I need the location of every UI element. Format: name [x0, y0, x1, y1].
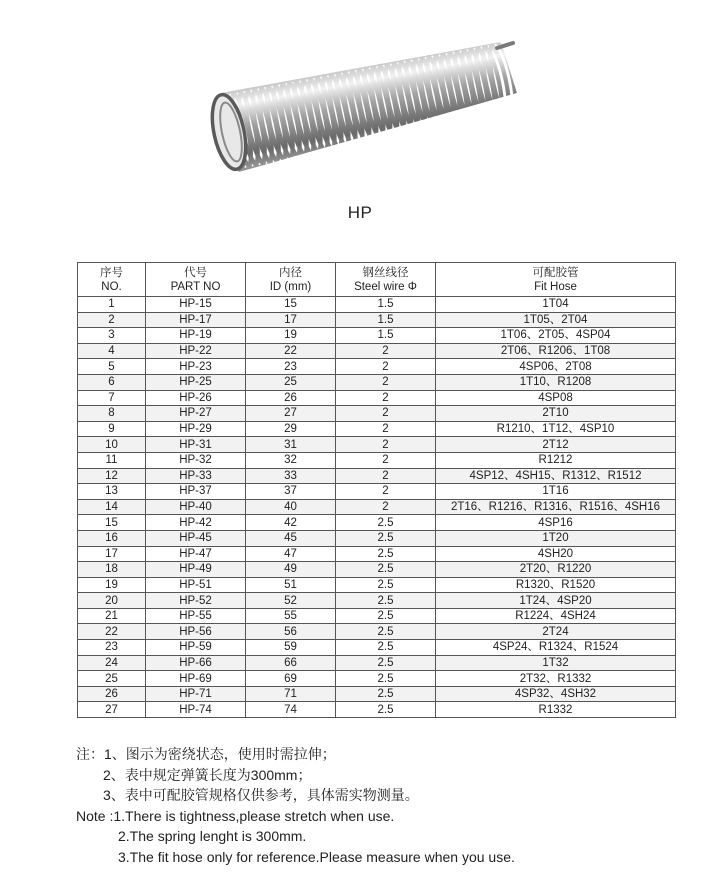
cell-steel-wire: 2.5: [336, 546, 436, 562]
table-header-row: [78, 263, 676, 297]
cell-part-no: HP-51: [146, 577, 246, 593]
cell-fit-hose: 2T06、R1206、1T08: [436, 343, 676, 359]
cell-steel-wire: 2: [336, 437, 436, 453]
cell-id: 29: [246, 421, 336, 437]
cell-part-no: HP-25: [146, 374, 246, 390]
cell-no: 18: [78, 562, 146, 578]
table-row: [78, 390, 676, 406]
cell-no: 1: [78, 297, 146, 313]
cell-fit-hose: 1T32: [436, 655, 676, 671]
table-row: [78, 452, 676, 468]
cell-part-no: HP-22: [146, 343, 246, 359]
cell-part-no: HP-56: [146, 624, 246, 640]
cell-id: 47: [246, 546, 336, 562]
cell-steel-wire: 2: [336, 406, 436, 422]
cell-part-no: HP-26: [146, 390, 246, 406]
product-code: HP: [347, 203, 373, 222]
table-row: [78, 297, 676, 313]
cell-id: 27: [246, 406, 336, 422]
cell-fit-hose: R1332: [436, 702, 676, 718]
spring-illustration: [205, 30, 525, 180]
cell-fit-hose: 4SP32、4SH32: [436, 686, 676, 702]
cell-part-no: HP-45: [146, 530, 246, 546]
cell-steel-wire: 2.5: [336, 624, 436, 640]
cell-part-no: HP-55: [146, 608, 246, 624]
table-row: [78, 546, 676, 562]
cell-fit-hose: 2T32、R1332: [436, 671, 676, 687]
cell-fit-hose: R1224、4SH24: [436, 608, 676, 624]
cell-fit-hose: 1T06、2T05、4SP04: [436, 328, 676, 344]
cell-no: 5: [78, 359, 146, 375]
cell-fit-hose: 1T20: [436, 530, 676, 546]
cell-steel-wire: 2: [336, 484, 436, 500]
cell-part-no: HP-40: [146, 499, 246, 515]
cell-steel-wire: 2.5: [336, 671, 436, 687]
cell-steel-wire: 2: [336, 452, 436, 468]
cell-fit-hose: R1210、1T12、4SP10: [436, 421, 676, 437]
cell-id: 42: [246, 515, 336, 531]
cell-no: 27: [78, 702, 146, 718]
table-row: [78, 671, 676, 687]
cell-fit-hose: 4SP12、4SH15、R1312、R1512: [436, 468, 676, 484]
cell-part-no: HP-17: [146, 312, 246, 328]
cell-id: 40: [246, 499, 336, 515]
cell-part-no: HP-37: [146, 484, 246, 500]
cell-part-no: HP-52: [146, 593, 246, 609]
note-en-3: 3.The fit hose only for reference.Please measure when you use.: [118, 848, 515, 865]
cell-no: 25: [78, 671, 146, 687]
cell-steel-wire: 2: [336, 499, 436, 515]
cell-id: 32: [246, 452, 336, 468]
table-row: [78, 406, 676, 422]
cell-part-no: HP-32: [146, 452, 246, 468]
cell-id: 23: [246, 359, 336, 375]
table-row: [78, 374, 676, 390]
cell-id: 25: [246, 374, 336, 390]
cell-steel-wire: 2.5: [336, 655, 436, 671]
note-en-1: Note :1.There is tightness,please stretch when use.: [76, 807, 395, 824]
cell-id: 22: [246, 343, 336, 359]
cell-id: 19: [246, 328, 336, 344]
cell-steel-wire: 2.5: [336, 640, 436, 656]
table-row: [78, 421, 676, 437]
header-steel-wire: 钢丝线径 Steel wire Φ: [336, 263, 436, 297]
table-row: [78, 343, 676, 359]
spec-table: [77, 262, 676, 718]
table-row: [78, 686, 676, 702]
cell-fit-hose: R1320、R1520: [436, 577, 676, 593]
table-row: [78, 577, 676, 593]
cell-steel-wire: 2.5: [336, 686, 436, 702]
cell-part-no: HP-49: [146, 562, 246, 578]
cell-steel-wire: 2.5: [336, 562, 436, 578]
cell-id: 71: [246, 686, 336, 702]
table-row: [78, 437, 676, 453]
cell-steel-wire: 2.5: [336, 593, 436, 609]
cell-fit-hose: R1212: [436, 452, 676, 468]
cell-part-no: HP-33: [146, 468, 246, 484]
cell-id: 26: [246, 390, 336, 406]
cell-steel-wire: 2: [336, 468, 436, 484]
header-part-no: 代号 PART NO: [146, 263, 246, 297]
cell-part-no: HP-66: [146, 655, 246, 671]
cell-id: 55: [246, 608, 336, 624]
cell-steel-wire: 1.5: [336, 312, 436, 328]
cell-steel-wire: 2.5: [336, 702, 436, 718]
cell-steel-wire: 2: [336, 390, 436, 406]
cell-no: 22: [78, 624, 146, 640]
note-cn-1: 注：1、图示为密绕状态，使用时需拉伸；: [76, 746, 336, 762]
cell-no: 16: [78, 530, 146, 546]
note-cn-2: 2、表中规定弹簧长度为300mm；: [103, 766, 312, 783]
cell-id: 56: [246, 624, 336, 640]
cell-fit-hose: 2T20、R1220: [436, 562, 676, 578]
cell-part-no: HP-42: [146, 515, 246, 531]
cell-id: 33: [246, 468, 336, 484]
cell-id: 66: [246, 655, 336, 671]
cell-no: 21: [78, 608, 146, 624]
cell-no: 7: [78, 390, 146, 406]
cell-id: 45: [246, 530, 336, 546]
cell-no: 10: [78, 437, 146, 453]
cell-fit-hose: 4SP08: [436, 390, 676, 406]
spring-coils: [213, 40, 521, 173]
cell-fit-hose: 1T16: [436, 484, 676, 500]
cell-fit-hose: 2T10: [436, 406, 676, 422]
note-cn-3: 3、表中可配胶管规格仅供参考，具体需实物测量。: [103, 787, 419, 803]
table-row: [78, 530, 676, 546]
table-row: [78, 468, 676, 484]
cell-fit-hose: 2T24: [436, 624, 676, 640]
cell-no: 23: [78, 640, 146, 656]
table-row: [78, 484, 676, 500]
table-row: [78, 359, 676, 375]
table-row: [78, 624, 676, 640]
header-fit-hose: 可配胶管 Fit Hose: [436, 263, 676, 297]
cell-fit-hose: 4SP16: [436, 515, 676, 531]
cell-no: 3: [78, 328, 146, 344]
cell-fit-hose: 1T04: [436, 297, 676, 313]
table-row: [78, 702, 676, 718]
cell-part-no: HP-29: [146, 421, 246, 437]
cell-part-no: HP-71: [146, 686, 246, 702]
cell-no: 12: [78, 468, 146, 484]
cell-fit-hose: 2T12: [436, 437, 676, 453]
cell-id: 52: [246, 593, 336, 609]
cell-steel-wire: 2.5: [336, 515, 436, 531]
table-row: [78, 608, 676, 624]
cell-no: 13: [78, 484, 146, 500]
table-row: [78, 499, 676, 515]
cell-part-no: HP-23: [146, 359, 246, 375]
cell-id: 37: [246, 484, 336, 500]
cell-id: 59: [246, 640, 336, 656]
cell-id: 17: [246, 312, 336, 328]
cell-fit-hose: 4SP24、R1324、R1524: [436, 640, 676, 656]
cell-part-no: HP-69: [146, 671, 246, 687]
cell-no: 26: [78, 686, 146, 702]
cell-no: 14: [78, 499, 146, 515]
cell-id: 49: [246, 562, 336, 578]
cell-no: 15: [78, 515, 146, 531]
cell-part-no: HP-74: [146, 702, 246, 718]
cell-steel-wire: 1.5: [336, 328, 436, 344]
cell-id: 51: [246, 577, 336, 593]
cell-fit-hose: 2T16、R1216、R1316、R1516、4SH16: [436, 499, 676, 515]
cell-steel-wire: 2: [336, 374, 436, 390]
cell-fit-hose: 4SH20: [436, 546, 676, 562]
cell-steel-wire: 2: [336, 359, 436, 375]
cell-steel-wire: 2: [336, 343, 436, 359]
cell-no: 11: [78, 452, 146, 468]
table-row: [78, 640, 676, 656]
table-row: [78, 655, 676, 671]
cell-fit-hose: 1T24、4SP20: [436, 593, 676, 609]
cell-part-no: HP-19: [146, 328, 246, 344]
notes: [76, 744, 696, 867]
cell-part-no: HP-31: [146, 437, 246, 453]
cell-fit-hose: 1T05、2T04: [436, 312, 676, 328]
cell-no: 8: [78, 406, 146, 422]
table-row: [78, 593, 676, 609]
cell-part-no: HP-15: [146, 297, 246, 313]
cell-no: 20: [78, 593, 146, 609]
cell-no: 17: [78, 546, 146, 562]
table-row: [78, 328, 676, 344]
cell-part-no: HP-27: [146, 406, 246, 422]
cell-steel-wire: 2.5: [336, 608, 436, 624]
cell-no: 24: [78, 655, 146, 671]
table-row: [78, 515, 676, 531]
note-en-2: 2.The spring lenght is 300mm.: [118, 828, 307, 844]
cell-no: 19: [78, 577, 146, 593]
cell-steel-wire: 1.5: [336, 297, 436, 313]
cell-no: 6: [78, 374, 146, 390]
table-row: [78, 562, 676, 578]
cell-steel-wire: 2.5: [336, 577, 436, 593]
cell-id: 69: [246, 671, 336, 687]
header-id: 内径 ID (mm): [246, 263, 336, 297]
header-no: 序号 NO.: [78, 263, 146, 297]
cell-fit-hose: 4SP06、2T08: [436, 359, 676, 375]
table-row: [78, 312, 676, 328]
cell-fit-hose: 1T10、R1208: [436, 374, 676, 390]
cell-steel-wire: 2.5: [336, 530, 436, 546]
cell-id: 15: [246, 297, 336, 313]
cell-no: 9: [78, 421, 146, 437]
cell-id: 31: [246, 437, 336, 453]
cell-no: 2: [78, 312, 146, 328]
cell-part-no: HP-47: [146, 546, 246, 562]
cell-steel-wire: 2: [336, 421, 436, 437]
cell-id: 74: [246, 702, 336, 718]
cell-no: 4: [78, 343, 146, 359]
cell-part-no: HP-59: [146, 640, 246, 656]
